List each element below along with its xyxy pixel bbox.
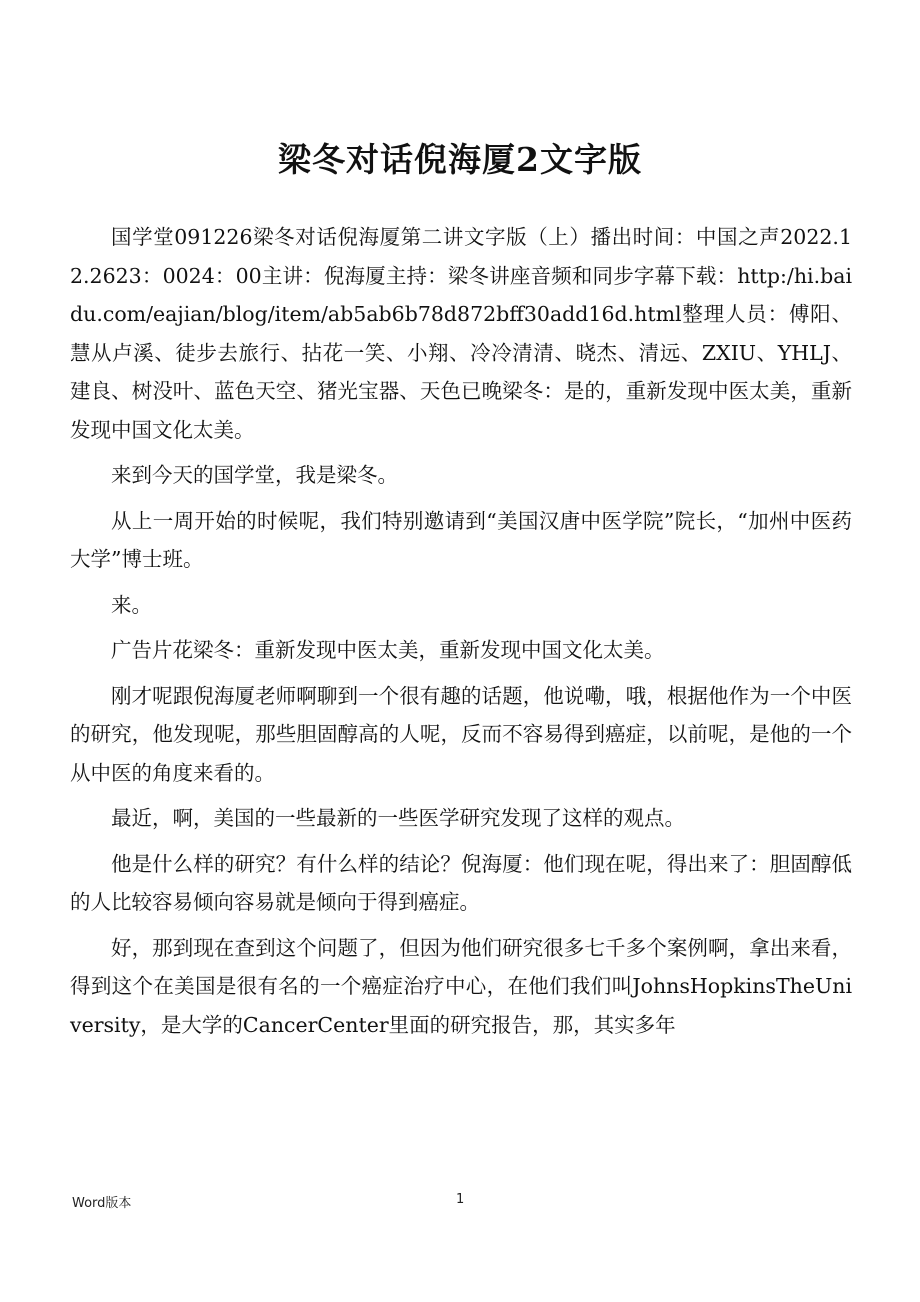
page-number: 1 <box>456 1192 465 1207</box>
paragraph: 他是什么样的研究？有什么样的结论？倪海厦：他们现在呢，得出来了：胆固醇低的人比较容易倾向容易就是倾向于得到癌症。 <box>70 851 852 914</box>
document-title: 梁冬对话倪海厦2文字版 <box>278 140 642 179</box>
paragraph: 广告片花梁冬：重新发现中医太美，重新发现中国文化太美。 <box>111 638 665 662</box>
paragraph: 来到今天的国学堂，我是梁冬。 <box>111 463 398 487</box>
document-body <box>70 218 852 1044</box>
paragraph-intro: 国学堂091226梁冬对话倪海厦第二讲文字版（上）播出时间：中国之声2022.12.2623：0024：00主讲：倪海厦主持：梁冬讲座音频和同步字幕下载：http:/hi.baidu.com/eajian/blog/item/ab5ab6b78d872bff30add16d.html整理人员：傅阳、慧从卢溪、徒步去旅行、拈花一笑、小翔、冷冷清清、晓杰、清远、ZXIU、YHLJ、建良、树没叶、蓝色天空、猪光宝器、天色已晚梁冬：是的，重新发现中医太美，重新发现中国文化太美。 <box>70 225 852 442</box>
paragraph: 从上一周开始的时候呢，我们特别邀请到“美国汉唐中医学院”院长，“加州中医药大学”博士班。 <box>70 508 852 571</box>
paragraph: 最近，啊，美国的一些最新的一些医学研究发现了这样的观点。 <box>111 806 685 830</box>
paragraph: 来。 <box>111 592 152 617</box>
footer-label: Word版本 <box>72 1196 132 1211</box>
paragraph: 刚才呢跟倪海厦老师啊聊到一个很有趣的话题，他说嘞，哦，根据他作为一个中医的研究，他发现呢，那些胆固醇高的人呢，反而不容易得到癌症，以前呢，是他的一个从中医的角度来看的。 <box>70 683 852 785</box>
paragraph: 好，那到现在查到这个问题了，但因为他们研究很多七千多个案例啊，拿出来看，得到这个在美国是很有名的一个癌症治疗中心，在他们我们叫JohnsHopkinsTheUniversity，是大学的CancerCenter里面的研究报告，那，其实多年 <box>70 935 852 1037</box>
